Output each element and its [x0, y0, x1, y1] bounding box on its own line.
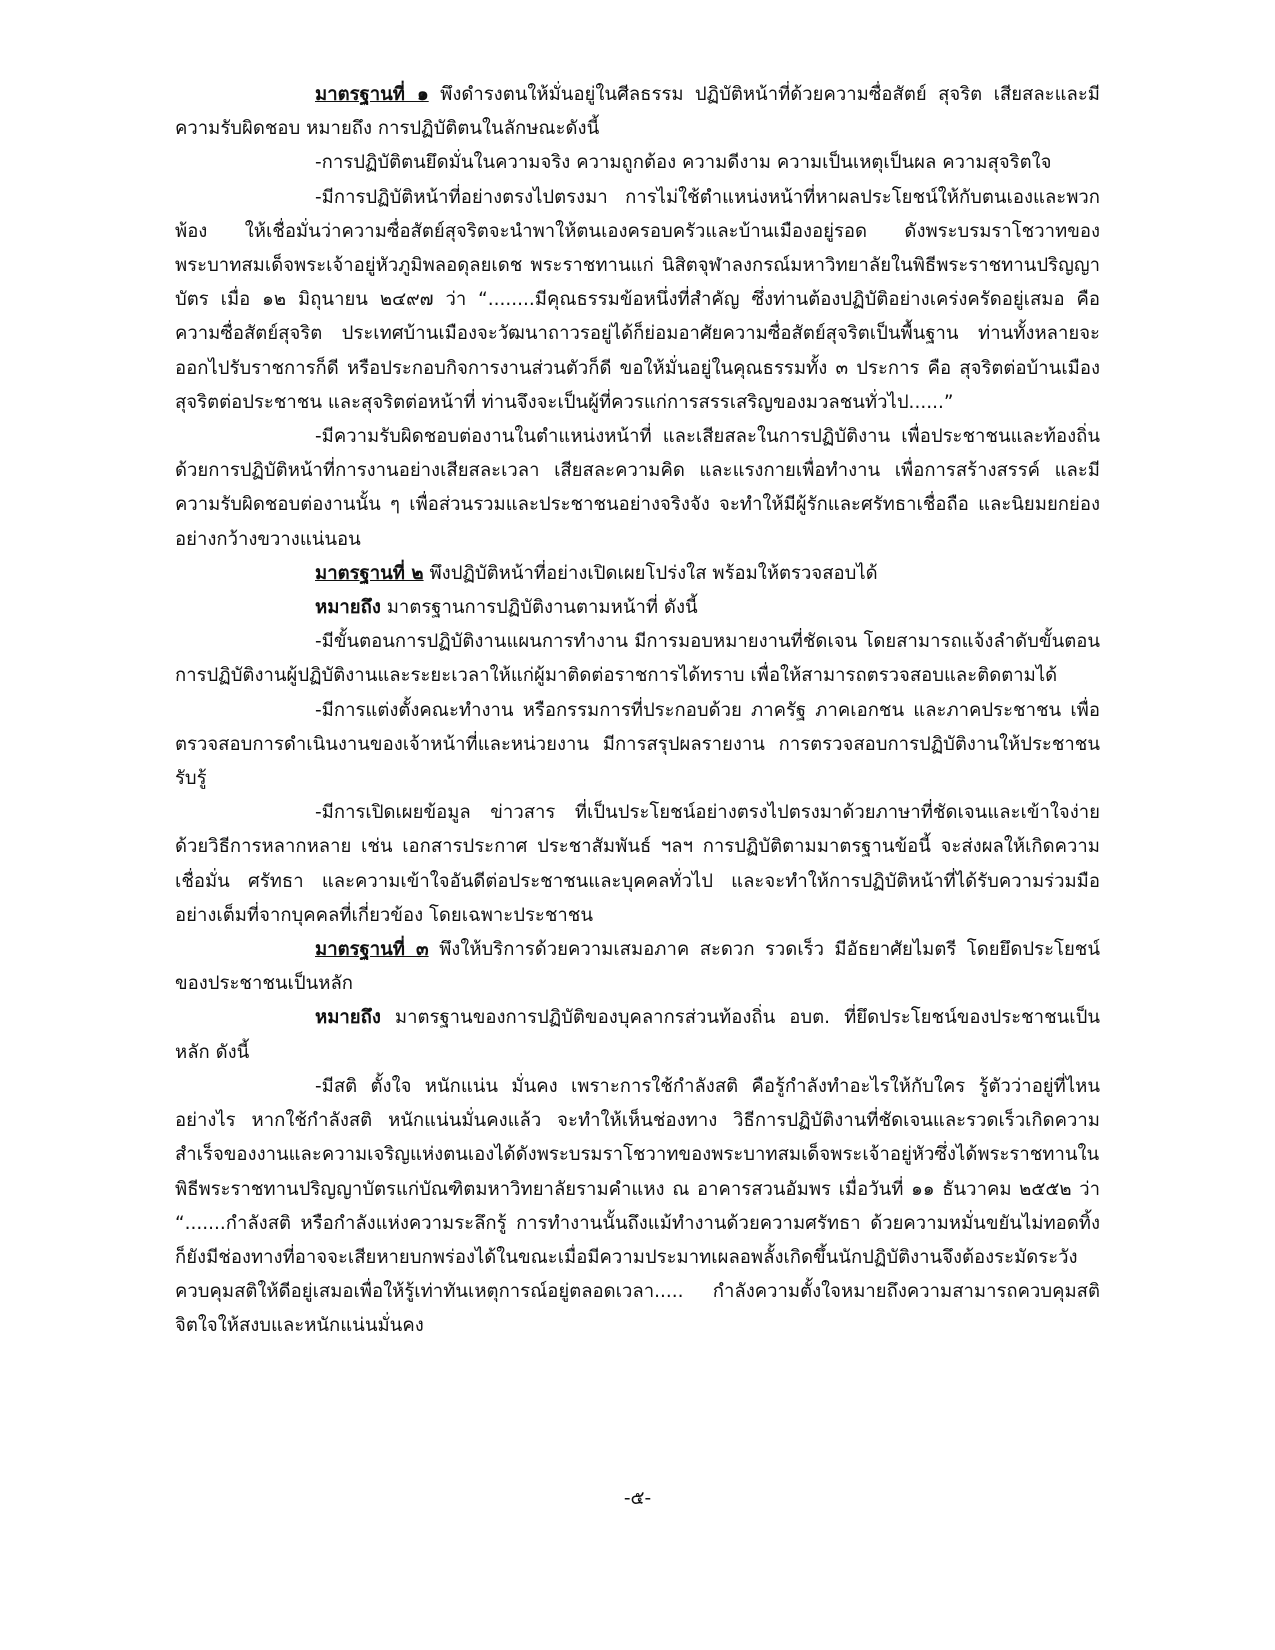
standard-3-text: พึงให้บริการด้วยความเสมอภาค สะดวก รวดเร็ว มีอัธยาศัยไมตรี โดยยึดประโยชน์ของประชาชนเป็นหลัก [175, 939, 1100, 995]
standard-1-item-3: -มีความรับผิดชอบต่องานในตำแหน่งหน้าที่ และเสียสละในการปฏิบัติงาน เพื่อประชาชนและท้องถิ่นด้วยการปฏิบัติหน้าที่การงานอย่างเสียสละเวลา เสียสละความคิด และแรงกายเพื่อทำงาน เพื่อการสร้างสรรค์ และมีความรับผิดชอบต่องานนั้น ๆ เพื่อส่วนรวมและประชาชนอย่างจริงจัง จะทำให้มีผู้รักและศรัทธาเชื่อถือ และนิยมยกย่องอย่างกว้างขวางแน่นอน [175, 426, 1100, 550]
standard-2-meaning [175, 591, 1100, 625]
standard-2-item-2: -มีการแต่งตั้งคณะทำงาน หรือกรรมการที่ประกอบด้วย ภาครัฐ ภาคเอกชน และภาคประชาชน เพื่อตรวจสอบการดำเนินงานของเจ้าหน้าที่และหน่วยงาน มีการสรุปผลรายงาน การตรวจสอบการปฏิบัติงานให้ประชาชนรับรู้ [175, 699, 1100, 790]
standard-3-paragraph [175, 933, 1100, 1001]
standard-1-paragraph [175, 78, 1100, 146]
standard-1-item-2: -มีการปฏิบัติหน้าที่อย่างตรงไปตรงมา การไม่ใช้ตำแหน่งหน้าที่หาผลประโยชน์ให้กับตนเองและพวกพ้อง ให้เชื่อมั่นว่าความซื่อสัตย์สุจริตจะนำพาให้ตนเองครอบครัวและบ้านเมืองอยู่รอด ดังพระบรมราโชวาทของพระบาทสมเด็จพระเจ้าอยู่หัวภูมิพลอดุลยเดช พระราชทานแก่ นิสิตจุฬาลงกรณ์มหาวิทยาลัยในพิธีพระราชทานปริญญาบัตร เมื่อ ๑๒ มิถุนายน ๒๔๙๗ ว่า “........มีคุณธรรมข้อหนึ่งที่สำคัญ ซึ่งท่านต้องปฏิบัติอย่างเคร่งครัดอยู่เสมอ คือ ความซื่อสัตย์สุจริต ประเทศบ้านเมืองจะวัฒนาถาวรอยู่ได้ก็ย่อมอาศัยความซื่อสัตย์สุจริตเป็นพื้นฐาน ท่านทั้งหลายจะออกไปรับราชการก็ดี หรือประกอบกิจการงานส่วนตัวก็ดี ขอให้มั่นอยู่ในคุณธรรมทั้ง ๓ ประการ คือ สุจริตต่อบ้านเมือง สุจริตต่อประชาชน และสุจริตต่อหน้าที่ ท่านจึงจะเป็นผู้ที่ควรแก่การสรรเสริญของมวลชนทั่วไป......” [175, 186, 1100, 413]
standard-3-meaning-text: มาตรฐานของการปฏิบัติของบุคลากรส่วนท้องถิ่น อบต. ที่ยึดประโยชน์ของประชาชนเป็นหลัก ดังนี้ [175, 1007, 1100, 1063]
standard-2-item-3: -มีการเปิดเผยข้อมูล ข่าวสาร ที่เป็นประโยชน์อย่างตรงไปตรงมาด้วยภาษาที่ชัดเจนและเข้าใจง่าย ด้วยวิธีการหลากหลาย เช่น เอกสารประกาศ ประชาสัมพันธ์ ฯลฯ การปฏิบัติตามมาตรฐานข้อนี้ จะส่งผลให้เกิดความเชื่อมั่น ศรัทธา และความเข้าใจอันดีต่อประชาชนและบุคคลทั่วไป และจะทำให้การปฏิบัติหน้าที่ได้รับความร่วมมืออย่างเต็มที่จากบุคคลที่เกี่ยวข้อง โดยเฉพาะประชาชน [175, 802, 1100, 926]
standard-2-heading: มาตรฐานที่ ๒ [315, 562, 424, 584]
standard-2-meaning-text: มาตรฐานการปฏิบัติงานตามหน้าที่ ดังนี้ [380, 597, 698, 619]
standard-2-item-1: -มีขั้นตอนการปฏิบัติงานแผนการทำงาน มีการมอบหมายงานที่ชัดเจน โดยสามารถแจ้งลำดับขั้นตอนการปฏิบัติงานผู้ปฏิบัติงานและระยะเวลาให้แก่ผู้มาติดต่อราชการได้ทราบ เพื่อให้สามารถตรวจสอบและติดตามได้ [175, 631, 1100, 687]
document-page [175, 78, 1100, 1344]
standard-2-paragraph [175, 557, 1100, 591]
standard-1-item-1: -การปฏิบัติตนยึดมั่นในความจริง ความถูกต้อง ความดีงาม ความเป็นเหตุเป็นผล ความสุจริตใจ [315, 152, 1052, 174]
standard-3-meaning-label: หมายถึง [315, 1007, 381, 1029]
standard-3-meaning [175, 1001, 1100, 1069]
standard-3-item-1: -มีสติ ตั้งใจ หนักแน่น มั่นคง เพราะการใช้กำลังสติ คือรู้กำลังทำอะไรให้กับใคร รู้ตัวว่าอยู่ที่ไหน อย่างไร หากใช้กำลังสติ หนักแน่นมั่นคงแล้ว จะทำให้เห็นช่องทาง วิธีการปฏิบัติงานที่ชัดเจนและรวดเร็วเกิดความสำเร็จของงานและความเจริญแห่งตนเองได้ดังพระบรมราโชวาทของพระบาทสมเด็จพระเจ้าอยู่หัวซึ่งได้พระราชทานในพิธีพระราชทานปริญญาบัตรแก่บัณฑิตมหาวิทยาลัยรามคำแหง ณ อาคารสวนอัมพร เมื่อวันที่ ๑๑ ธันวาคม ๒๕๕๒ ว่า “.......กำลังสติ หรือกำลังแห่งความระลึกรู้ การทำงานนั้นถึงแม้ทำงานด้วยความศรัทธา ด้วยความหมั่นขยันไม่ทอดทิ้งก็ยังมีช่องทางที่อาจจะเสียหายบกพร่องได้ในขณะเมื่อมีความประมาทเผลอพลั้งเกิดขึ้นนักปฏิบัติงานจึงต้องระมัดระวัง ควบคุมสติให้ดีอยู่เสมอเพื่อให้รู้เท่าทันเหตุการณ์อยู่ตลอดเวลา..... กำลังความตั้งใจหมายถึงความสามารถควบคุมสติจิตใจให้สงบและหนักแน่นมั่นคง [175, 1075, 1100, 1337]
standard-1-heading: มาตรฐานที่ ๑ [315, 84, 429, 105]
standard-3-heading: มาตรฐานที่ ๓ [315, 939, 429, 961]
standard-2-text: พึงปฏิบัติหน้าที่อย่างเปิดเผยโปร่งใส พร้อมให้ตรวจสอบได้ [423, 562, 878, 584]
standard-2-meaning-label: หมายถึง [315, 597, 381, 619]
page-number: -๕- [623, 1488, 652, 1509]
standard-1-text: พึงดำรงตนให้มั่นอยู่ในศีลธรรม ปฏิบัติหน้าที่ด้วยความซื่อสัตย์ สุจริต เสียสละและมีความรับผิดชอบ หมายถึง การปฏิบัติตนในลักษณะดังนี้ [175, 84, 1101, 140]
